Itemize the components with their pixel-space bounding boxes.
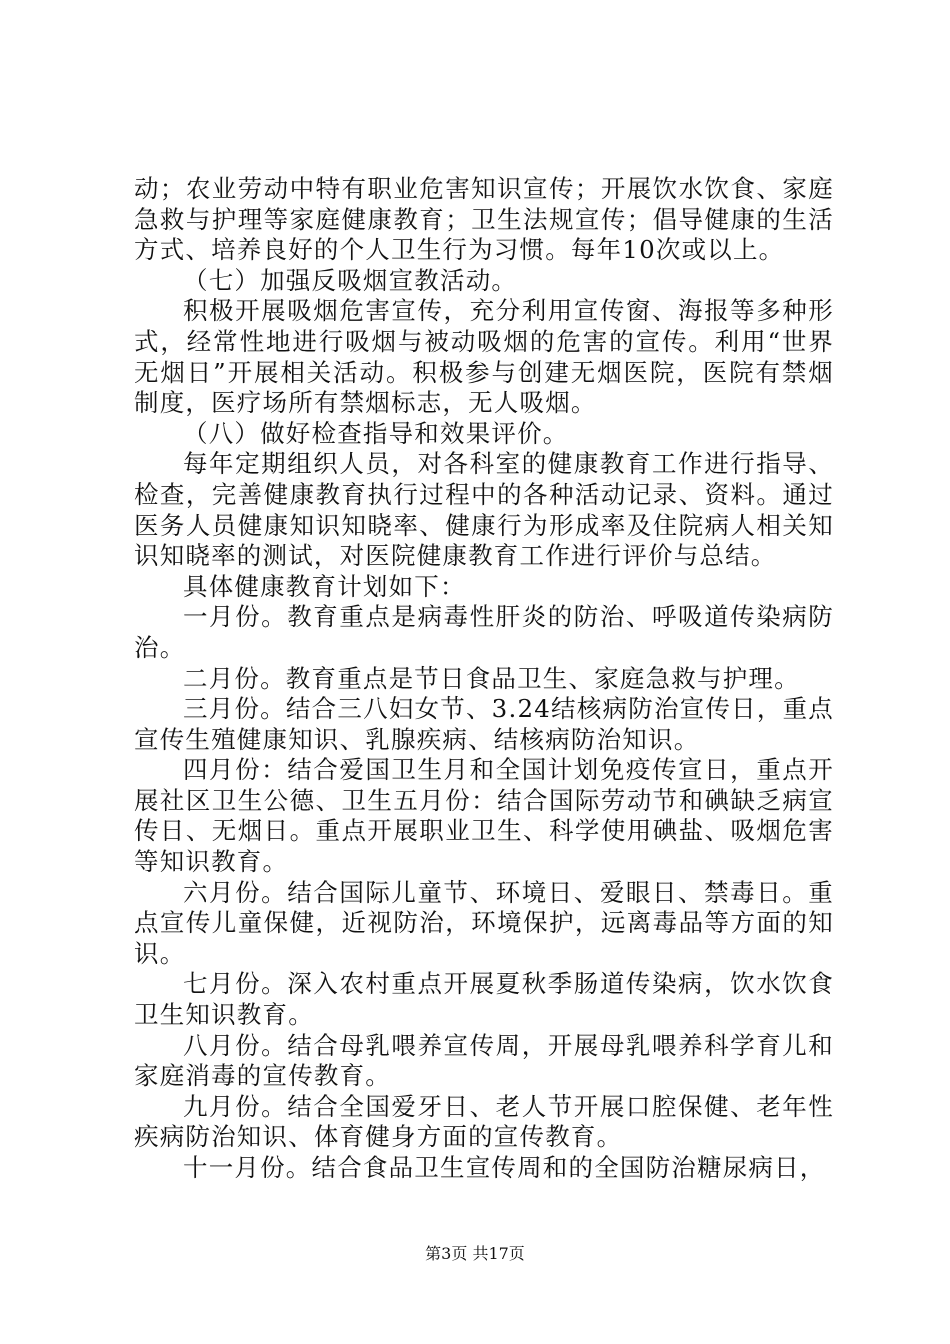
month-item-july: 七月份。深入农村重点开展夏秋季肠道传染病，饮水饮食卫生知识教育。	[134, 969, 834, 1030]
month-item-august: 八月份。结合母乳喂养宣传周，开展母乳喂养科学育儿和家庭消毒的宣传教育。	[134, 1030, 834, 1091]
month-item-april: 四月份：结合爱国卫生月和全国计划免疫传宣日，重点开展社区卫生公德、卫生五月份：结合国际劳动节和碘缺乏病宣传日、无烟日。重点开展职业卫生、科学使用碘盐、吸烟危害等知识教育。	[134, 755, 834, 877]
paragraph: 积极开展吸烟危害宣传，充分利用宣传窗、海报等多种形式，经常性地进行吸烟与被动吸烟的危害的宣传。利用“世界无烟日”开展相关活动。积极参与创建无烟医院，医院有禁烟制度，医疗场所有禁烟标志，无人吸烟。	[134, 296, 834, 418]
page-number-footer: 第3页 共17页	[425, 1244, 525, 1263]
paragraph-continuation: 动；农业劳动中特有职业危害知识宣传；开展饮水饮食、家庭急救与护理等家庭健康教育；卫生法规宣传；倡导健康的生活方式、培养良好的个人卫生行为习惯。每年10次或以上。	[134, 174, 834, 265]
month-item-june: 六月份。结合国际儿童节、环境日、爱眼日、禁毒日。重点宣传儿童保健，近视防治，环境保护，远离毒品等方面的知识。	[134, 877, 834, 968]
month-item-february: 二月份。教育重点是节日食品卫生、家庭急救与护理。	[183, 663, 800, 693]
section-heading-7: （七）加强反吸烟宣教活动。	[183, 265, 518, 295]
paragraph: 每年定期组织人员，对各科室的健康教育工作进行指导、检查，完善健康教育执行过程中的各种活动记录、资料。通过医务人员健康知识知晓率、健康行为形成率及住院病人相关知识知晓率的测试，对医院健康教育工作进行评价与总结。	[134, 449, 834, 571]
month-item-january: 一月份。教育重点是病毒性肝炎的防治、呼吸道传染病防治。	[134, 602, 834, 662]
month-item-march: 三月份。结合三八妇女节、3.24结核病防治宣传日，重点宣传生殖健康知识、乳腺疾病、结核病防治知识。	[134, 694, 834, 754]
month-item-november: 十一月份。结合食品卫生宣传周和的全国防治糖尿病日，	[183, 1153, 826, 1182]
paragraph: 具体健康教育计划如下：	[183, 571, 466, 601]
document-body	[134, 174, 834, 1184]
month-item-september: 九月份。结合全国爱牙日、老人节开展口腔保健、老年性疾病防治知识、体育健身方面的宣传教育。	[134, 1091, 834, 1152]
section-heading-8: （八）做好检查指导和效果评价。	[183, 418, 569, 448]
